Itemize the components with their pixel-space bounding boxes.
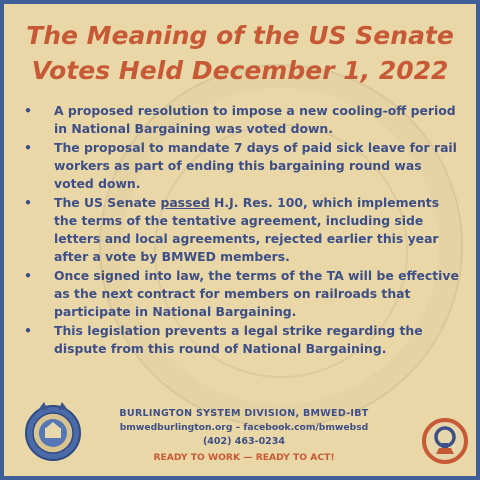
title-line-2: Votes Held December 1, 2022 (31, 56, 449, 85)
bullet-marker: • (24, 103, 32, 118)
bullet-text: The proposal to mandate 7 days of paid sick leave for rail workers as part of ending this bargaining round was voted down. (54, 140, 457, 191)
footer-org: BURLINGTON SYSTEM DIVISION, BMWED-IBT (119, 408, 369, 419)
bullet-marker: • (24, 268, 32, 283)
footer (94, 406, 394, 465)
bullet-marker: • (24, 195, 32, 210)
title-line-1: The Meaning of the US Senate (26, 21, 454, 50)
bullet-text: Once signed into law, the terms of the TA will be effective as the next contract for members on railroads that participate in National Bargaining. (54, 268, 459, 319)
bullet-item (24, 139, 460, 193)
bullet-text-post: H.J. Res. 100, which implements the terms of the tentative agreement, including side letters and local agreements, rejected earlier this year after a vote by BMWED members. (54, 195, 440, 264)
footer-web: bmwedburlington.org – facebook.com/bmwebsd (119, 422, 369, 433)
footer-phone: (402) 463-0234 (202, 436, 286, 447)
page-title (4, 18, 476, 88)
bullet-text: A proposed resolution to impose a new cooling-off period in National Bargaining was voted down. (54, 103, 456, 136)
bullet-item (24, 267, 460, 321)
bullet-text (54, 195, 439, 264)
bullet-text: This legislation prevents a legal strike regarding the dispute from this round of National Bargaining. (54, 323, 423, 356)
bullet-item (24, 194, 460, 266)
footer-slogan: READY TO WORK — READY TO ACT! (153, 452, 335, 463)
bullet-text-underlined: passed (160, 195, 210, 210)
bullet-item (24, 322, 460, 358)
bullet-text-pre: The US Senate (54, 195, 161, 210)
teamsters-seal-icon (24, 400, 82, 462)
bullet-marker: • (24, 140, 32, 155)
bmwed-rail-logo-icon (422, 416, 468, 466)
bullet-list (24, 102, 460, 359)
bullet-item (24, 102, 460, 138)
bullet-marker: • (24, 323, 32, 338)
